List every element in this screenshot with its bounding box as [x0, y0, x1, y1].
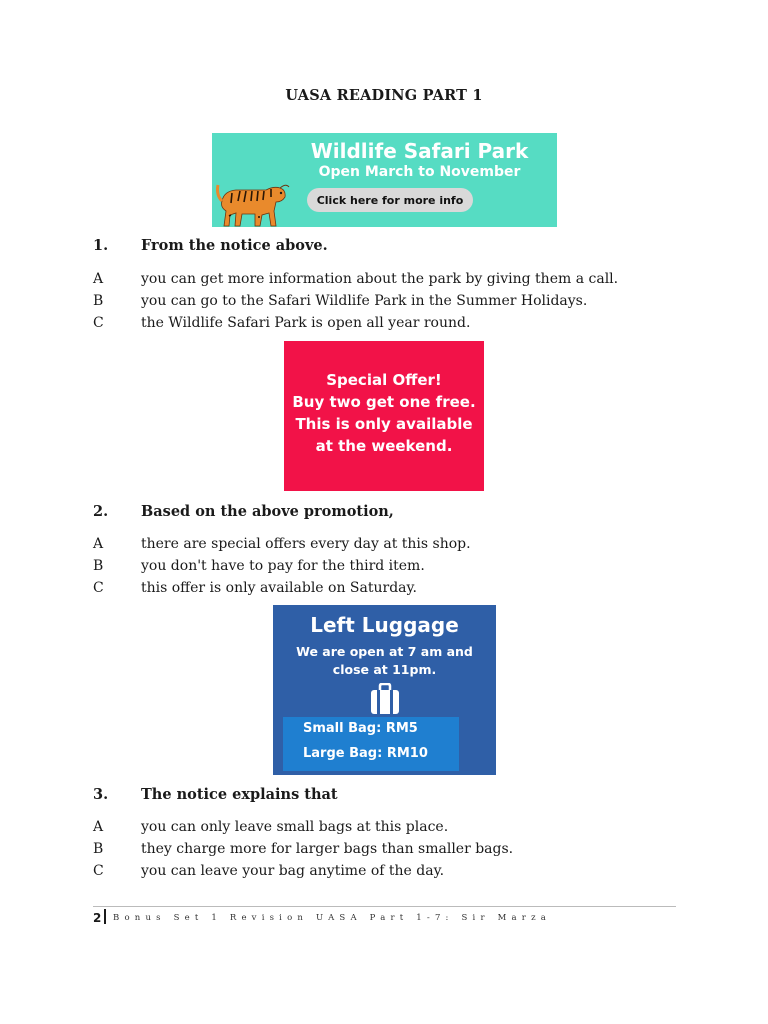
question-number: 2. [93, 503, 109, 520]
offer-line: at the weekend. [315, 437, 453, 455]
option-text: you can get more information about the park by giving them a call. [141, 271, 619, 287]
special-offer-notice [284, 341, 484, 491]
option-letter: A [93, 819, 104, 835]
safari-subtitle: Open March to November [318, 164, 521, 180]
option-letter: B [93, 558, 104, 574]
more-info-button[interactable]: Click here for more info [307, 188, 473, 212]
option-text: this offer is only available on Saturday. [141, 580, 418, 596]
question-number: 1. [93, 237, 109, 254]
small-bag-price: Small Bag: RM5 [303, 721, 418, 736]
safari-park-notice [212, 133, 557, 227]
page-title: UASA READING PART 1 [285, 87, 483, 104]
luggage-hours [273, 643, 496, 679]
large-bag-price: Large Bag: RM10 [303, 746, 428, 761]
option-text: you don't have to pay for the third item. [141, 558, 425, 574]
offer-line: This is only available [295, 415, 473, 433]
offer-line: Buy two get one free. [292, 393, 476, 411]
question-prompt: The notice explains that [141, 786, 338, 803]
option-letter: A [93, 536, 104, 552]
option-text: you can go to the Safari Wildlife Park in the Summer Holidays. [141, 293, 588, 309]
offer-line: Special Offer! [326, 371, 442, 389]
page-number: 2 [93, 911, 102, 925]
left-luggage-notice [273, 605, 496, 775]
safari-title: Wildlife Safari Park [310, 139, 529, 163]
option-text: they charge more for larger bags than smaller bags. [141, 841, 514, 857]
option-text: you can leave your bag anytime of the day. [141, 863, 445, 879]
tiger-icon [214, 171, 292, 227]
luggage-hours-line: We are open at 7 am and [296, 644, 473, 659]
question-number: 3. [93, 786, 109, 803]
suitcase-icon [370, 683, 400, 715]
luggage-hours-line: close at 11pm. [332, 662, 437, 677]
option-letter: C [93, 863, 104, 879]
option-letter: B [93, 293, 104, 309]
footer-divider [93, 906, 676, 907]
option-text: there are special offers every day at this shop. [141, 536, 471, 552]
option-text: the Wildlife Safari Park is open all year round. [141, 315, 471, 331]
footer-text: Bonus Set 1 Revision UASA Part 1-7: Sir Marza [113, 913, 552, 923]
question-prompt: From the notice above. [141, 237, 328, 254]
question-prompt: Based on the above promotion, [141, 503, 394, 520]
footer-separator [104, 909, 106, 924]
option-letter: C [93, 315, 104, 331]
option-letter: B [93, 841, 104, 857]
option-letter: C [93, 580, 104, 596]
option-letter: A [93, 271, 104, 287]
luggage-title: Left Luggage [310, 613, 459, 637]
option-text: you can only leave small bags at this place. [141, 819, 449, 835]
